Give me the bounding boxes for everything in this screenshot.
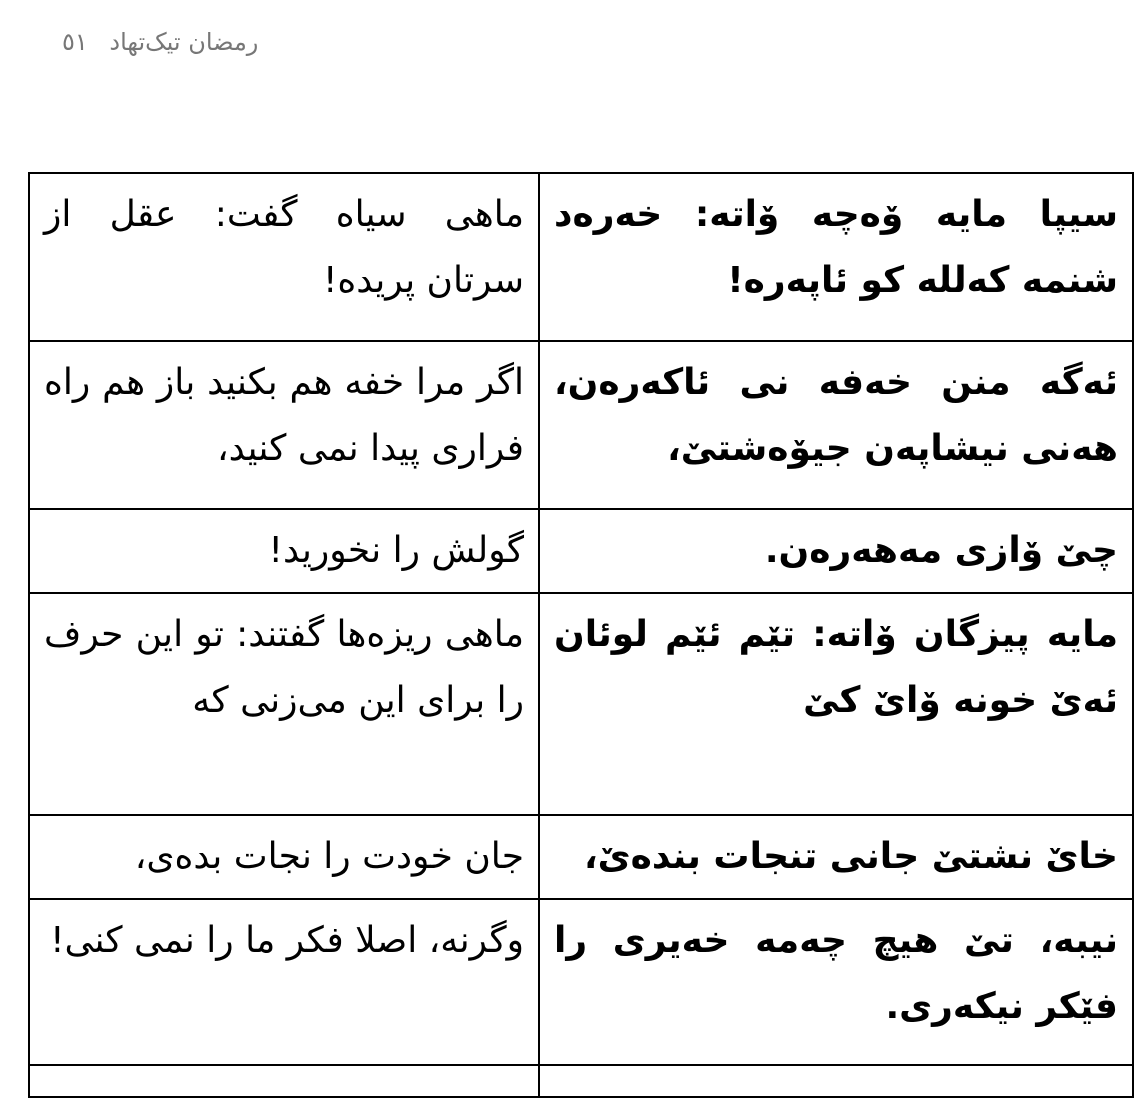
table-row xyxy=(29,341,1133,509)
kurdish-cell: مایە پیزگان ۆاتە: تێم ئێم لوئان ئەێ خونە ۆاێ کێ xyxy=(539,593,1133,815)
kurdish-cell: چێ ۆازی مەهەرەن. xyxy=(539,509,1133,593)
page-header xyxy=(62,22,302,62)
running-title: رمضان تیک‌تهاد xyxy=(109,28,259,56)
kurdish-cell: ئەگە منن خەفە نی ئاکەرەن، هەنی نیشاپەن جیۆەشتێ، xyxy=(539,341,1133,509)
persian-cell: ماهی ریزه‌ها گفتند: تو این حرف را برای این می‌زنی که xyxy=(29,593,539,815)
parallel-text-table xyxy=(28,172,1134,1098)
persian-cell: جان خودت را نجات بده‌ی، xyxy=(29,815,539,899)
table-row xyxy=(29,593,1133,815)
persian-cell: وگرنه، اصلا فکر ما را نمی کنی! xyxy=(29,899,539,1065)
table-row xyxy=(29,173,1133,341)
persian-cell: ماهی سیاه گفت: عقل از سرتان پریده! xyxy=(29,173,539,341)
kurdish-cell: نیبە، تێ هیچ چەمە خەیری را فێکر نیکەری. xyxy=(539,899,1133,1065)
kurdish-cell xyxy=(539,1065,1133,1097)
kurdish-cell: خاێ نشتێ جانی تنجات بندەێ، xyxy=(539,815,1133,899)
table-row xyxy=(29,815,1133,899)
table-row-partial xyxy=(29,1065,1133,1097)
kurdish-cell: سیپا مایە ۆەچە ۆاتە: خەرەد شنمە کەللە کو ئاپەرە! xyxy=(539,173,1133,341)
persian-cell: اگر مرا خفه هم بکنید باز هم راه فراری پیدا نمی کنید، xyxy=(29,341,539,509)
table-row xyxy=(29,899,1133,1065)
table-row xyxy=(29,509,1133,593)
page-number: ٥١ xyxy=(62,28,88,56)
persian-cell: گولش را نخورید! xyxy=(29,509,539,593)
persian-cell xyxy=(29,1065,539,1097)
